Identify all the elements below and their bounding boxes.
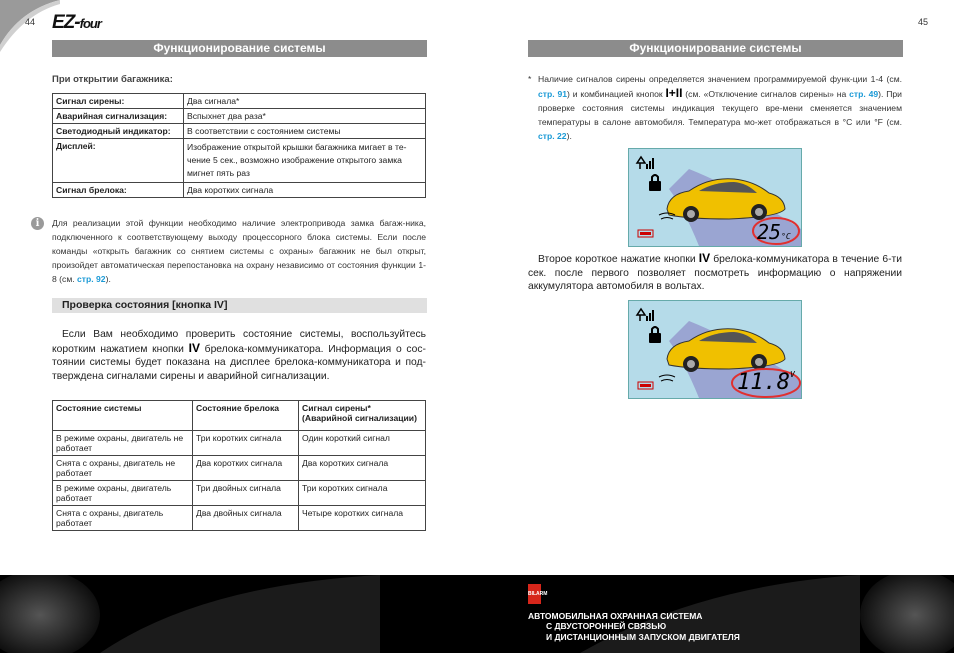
leopard-image-left	[0, 575, 100, 653]
battery-icon	[638, 230, 653, 237]
temperature-readout: 25°C	[757, 220, 791, 244]
subsection-title: Проверка состояния [кнопка IV]	[52, 298, 427, 313]
col-header: Состояние брелока	[193, 401, 299, 431]
state-table	[52, 400, 426, 531]
lock-icon	[649, 175, 661, 191]
signal-icon	[637, 157, 654, 169]
col-header: Состояние системы	[53, 401, 193, 431]
footer-banner	[0, 575, 954, 653]
footer-line-3: И ДИСТАНЦИОННЫМ ЗАПУСКОМ ДВИГАТЕЛЯ	[546, 632, 740, 642]
table-row: Сигнал сирены: Два сигнала*	[53, 94, 426, 109]
lock-icon	[649, 327, 661, 343]
corner-decoration	[0, 0, 60, 60]
table-row: Аварийная сигнализация: Вспыхнет два раза*	[53, 109, 426, 124]
page-number-left: 44	[25, 17, 36, 27]
logo-main: EZ	[52, 12, 75, 33]
table-header-row	[53, 401, 426, 431]
second-press-paragraph: Второе короткое нажатие кнопки IV брелока-коммуникатора в течение 6-ти сек. после первого позволяет посмотреть информацию о напряжении аккумулятора автомобиля в вольтах.	[528, 251, 902, 292]
leopard-image-right	[860, 575, 954, 653]
section-title-left: Функционирование системы	[52, 40, 427, 57]
table-row: Дисплей: Изображение открытой крышки багажника мигает в те-чение 5 сек., возможно изображение открытого замка мигнет пять раз	[53, 139, 426, 183]
info-icon: i	[31, 217, 44, 230]
page-link[interactable]: стр. 22	[538, 131, 567, 141]
table-row: Сигнал брелока: Два коротких сигнала	[53, 183, 426, 198]
note-text: Для реализации этой функции необходимо наличие электропривода замка багаж-ника, подключенного к соответствующему выходу процессорного блока системы. Если после команды «открыть багажник со снятием системы с охраны» багажник не был открыт, произойдет автоматическая перепостановка на охрану независимо от состояния функции 1-8 (см. стр. 92).	[52, 218, 426, 284]
table-row: В режиме охраны, двигатель работает Три двойных сигнала Три коротких сигнала	[53, 481, 426, 506]
signal-icon	[637, 309, 654, 321]
lcd-display-voltage	[628, 300, 802, 399]
horn-icon	[659, 375, 675, 381]
footer-line-2: С ДВУСТОРОННЕЙ СВЯЗЬЮ	[546, 621, 667, 631]
battery-icon	[638, 382, 653, 389]
section-title-right: Функционирование системы	[528, 40, 903, 57]
footer-graphics	[0, 575, 954, 653]
table-row: Светодиодный индикатор: В соответствии с состоянием системы	[53, 124, 426, 139]
col-header: Сигнал сирены* (Аварийной сигнализации)	[299, 401, 426, 431]
page-link[interactable]: стр. 91	[538, 89, 568, 99]
logo: EZ-four	[52, 12, 101, 33]
lcd-display-temperature	[628, 148, 802, 247]
brand-logo: BILARM	[528, 584, 541, 604]
voltage-readout: $11.8^V$	[737, 370, 795, 395]
footer-line-1: АВТОМОБИЛЬНАЯ ОХРАННАЯ СИСТЕМА	[528, 611, 703, 621]
logo-sub: four	[79, 16, 101, 31]
table-row: Снята с охраны, двигатель работает Два двойных сигнала Четыре коротких сигнала	[53, 506, 426, 531]
button-iv-glyph: IV	[188, 340, 200, 355]
trunk-label: При открытии багажника:	[52, 74, 173, 85]
button-iv-glyph: IV	[698, 251, 711, 265]
table-row: В режиме охраны, двигатель не работает Три коротких сигнала Один короткий сигнал	[53, 431, 426, 456]
trunk-table	[52, 93, 426, 198]
page-link[interactable]: стр. 92	[77, 274, 106, 284]
page-link[interactable]: стр. 49	[849, 89, 879, 99]
table-row: Снята с охраны, двигатель не работает Два коротких сигнала Два коротких сигнала	[53, 456, 426, 481]
button-combo-glyph: I+II	[665, 86, 683, 100]
page-number-right: 45	[918, 17, 929, 27]
check-paragraph: Если Вам необходимо проверить состояние системы, воспользуйтесь коротким нажатием кнопки IV брелока-коммуникатора. Информация о сос-тоянии системы будет показана на дисплее брелока-коммуникатора и под-тверждена сигналами сирены и аварийной сигнализации.	[52, 329, 426, 382]
footnote: * Наличие сигналов сирены определяется значением программируемой функ-ции 1-4 (см. стр. 91) и комбинацией кнопок I+II (см. «Отключение сигналов сирены» на стр. 49). При проверке состояния системы индикация текущего вре-мени сменяется значением температуры в салоне автомобиля. Температура мо-жет отображаться в °C или °F (см. стр. 22).	[528, 74, 902, 141]
